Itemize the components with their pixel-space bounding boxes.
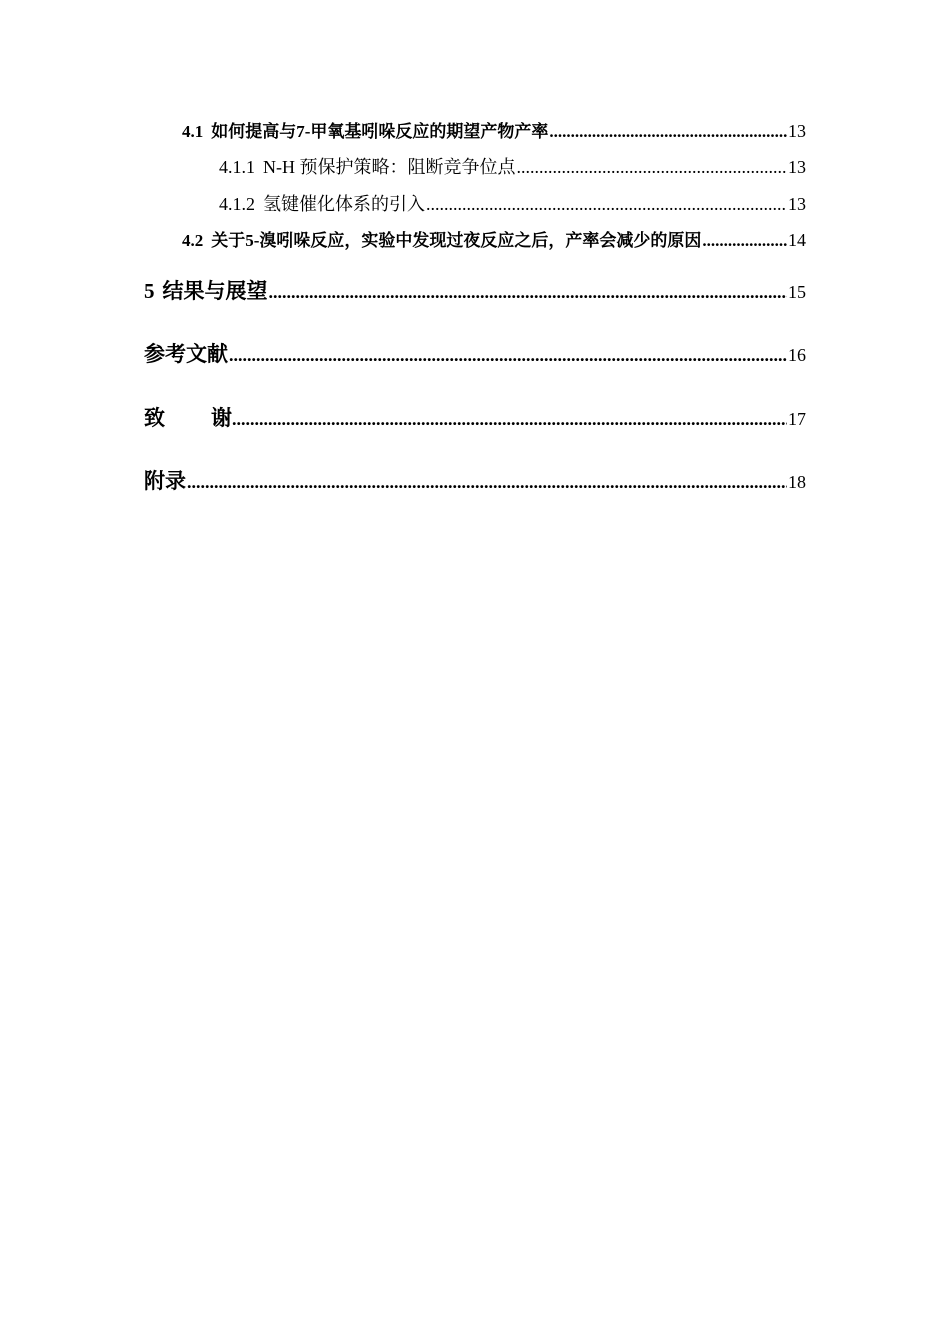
page-number: 13 [788,121,806,141]
page-number: 17 [788,409,806,429]
toc-entry-4-1-1[interactable] [219,153,806,179]
toc-entry-acknowledgements[interactable] [144,402,806,432]
toc-entry-references[interactable] [144,338,806,368]
page-number: 18 [788,472,806,492]
toc-entry-label: 4.2 关于5-溴吲哚反应，实验中发现过夜反应之后，产率会减少的原因 [182,231,702,250]
toc-entry-4-2[interactable] [182,226,806,251]
toc-entry-label: 4.1 如何提高与7-甲氧基吲哚反应的期望产物产率 [182,122,549,141]
toc-entry-label: 附录 [144,469,186,493]
toc-entry-label: 4.1.1 N-H 预保护策略：阻断竞争位点 [219,157,516,177]
dot-leader [702,231,787,251]
toc-entry-label: 参考文献 [144,342,228,366]
toc-entry-5[interactable] [144,275,806,305]
toc-entry-label: 致谢 [144,406,278,430]
dot-leader [269,282,788,303]
page-number: 16 [788,345,806,365]
toc-entry-4-1-2[interactable] [219,190,806,216]
page-number: 15 [788,282,806,302]
page-number: 13 [788,157,806,177]
dot-leader [232,409,787,430]
dot-leader [187,472,787,493]
dot-leader [229,345,787,366]
toc-entry-label: 5 结果与展望 [144,279,268,303]
page-number: 13 [788,194,806,214]
toc-entry-label: 4.1.2 氢键催化体系的引入 [219,194,425,214]
toc-entry-appendix[interactable] [144,465,806,495]
dot-leader [549,122,787,142]
page-number: 14 [788,230,806,250]
dot-leader [426,194,787,215]
dot-leader [517,157,788,178]
toc-entry-4-1[interactable] [182,117,806,142]
